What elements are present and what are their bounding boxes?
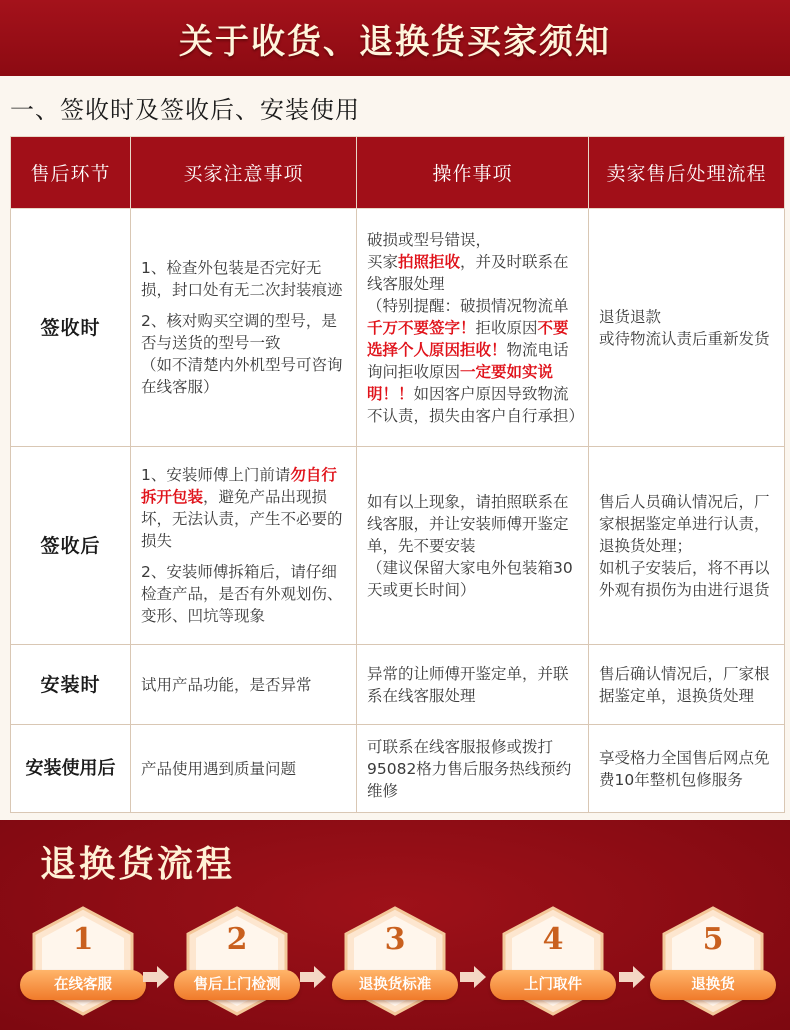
- op-text: （建议保留大家电外包装箱30天或更长时间）: [367, 558, 573, 599]
- header-seller-process: 卖家售后处理流程: [589, 137, 785, 209]
- table-header-row: [11, 137, 785, 209]
- return-flow-section: [0, 820, 790, 1030]
- header-operations: 操作事项: [357, 137, 589, 209]
- stage-cell: 安装时: [11, 645, 131, 725]
- op-text: 买家: [367, 252, 399, 271]
- step-number: 3: [384, 922, 406, 957]
- stage-cell: 签收时: [11, 209, 131, 447]
- operations-cell: [357, 447, 589, 645]
- arrow-right-icon: [143, 966, 169, 988]
- note-item: 2、安装师傅拆箱后，请仔细检查产品，是否有外观划伤、变形、凹坑等现象: [141, 563, 343, 625]
- op-text: 如因客户原因导致物流不认责，损失由客户自行承担）: [367, 384, 585, 425]
- step-number: 4: [542, 922, 564, 957]
- header-stage: 售后环节: [11, 137, 131, 209]
- table-row: [11, 725, 785, 813]
- op-text: 物流电话询问拒收原因: [367, 340, 569, 381]
- note-item: [141, 464, 346, 552]
- step-label: 售后上门检测: [174, 970, 300, 1000]
- op-highlight: 千万不要签字！: [367, 318, 476, 337]
- arrow-right-icon: [619, 966, 645, 988]
- notice-card: [0, 76, 790, 820]
- op-text: 如有以上现象，请拍照联系在线客服，并让安装师傅开鉴定单，先不要安装: [367, 492, 569, 555]
- op-highlight: 不要选择个人原因拒收！: [367, 318, 569, 359]
- table-row: [11, 645, 785, 725]
- seller-process-cell: [589, 447, 785, 645]
- arrow-right-icon: [300, 966, 326, 988]
- buyer-notes-cell: 产品使用遇到质量问题: [131, 725, 357, 813]
- stage-cell: 签收后: [11, 447, 131, 645]
- buyer-notes-cell: 试用产品功能，是否异常: [131, 645, 357, 725]
- step-number: 2: [226, 922, 248, 957]
- table-row: [11, 209, 785, 447]
- note-item: 1、检查外包装是否完好无损，封口处有无二次封装痕迹: [141, 259, 343, 299]
- stage-cell: 安装使用后: [11, 725, 131, 813]
- flow-step-4: [500, 906, 606, 1016]
- note-highlight: 勿自行拆开包装: [141, 466, 337, 506]
- buyer-notes-cell: [131, 447, 357, 645]
- flow-step-5: [660, 906, 766, 1016]
- seller-text: 售后人员确认情况后，厂家根据鉴定单进行认责，退换货处理；: [599, 492, 770, 555]
- after-sales-table: [10, 136, 785, 813]
- step-label: 上门取件: [490, 970, 616, 1000]
- op-text: 破损或型号错误，: [367, 230, 492, 249]
- note-item: 2、核对购买空调的型号，是否与送货的型号一致: [141, 312, 337, 352]
- step-number: 1: [72, 922, 94, 957]
- op-text: （特别提醒：破损情况物流单: [367, 296, 569, 315]
- step-label: 退换货: [650, 970, 776, 1000]
- step-label: 在线客服: [20, 970, 146, 1000]
- seller-text: 如机子安装后，将不再以外观有损伤为由进行退货: [599, 558, 770, 599]
- seller-process-cell: 享受格力全国售后网点免费10年整机包修服务: [589, 725, 785, 813]
- seller-process-cell: 售后确认情况后，厂家根据鉴定单，退换货处理: [589, 645, 785, 725]
- banner-title: 关于收货、退换货买家须知: [179, 21, 611, 62]
- op-text: 拒收原因: [475, 318, 538, 337]
- note-item: （如不清楚内外机型号可咨询在线客服）: [141, 356, 343, 396]
- top-banner: [0, 0, 790, 76]
- note-text: 1、安装师傅上门前请: [141, 466, 291, 484]
- operations-cell: 可联系在线客服报修或拨打95082格力售后服务热线预约维修: [357, 725, 589, 813]
- op-text: ，并及时联系在线客服处理: [367, 252, 569, 293]
- note-text: ，避免产品出现损坏，无法认责，产生不必要的损失: [141, 488, 343, 550]
- section-heading: 一、签收时及签收后、安装使用: [10, 96, 360, 124]
- arrow-right-icon: [460, 966, 486, 988]
- flow-title: 退换货流程: [40, 844, 236, 885]
- op-highlight: 一定要如实说明！！: [367, 362, 554, 403]
- flow-step-2: [184, 906, 290, 1016]
- step-number: 5: [702, 922, 724, 957]
- step-label: 退换货标准: [332, 970, 458, 1000]
- header-buyer-notes: 买家注意事项: [131, 137, 357, 209]
- table-row: [11, 447, 785, 645]
- operations-cell: 异常的让师傅开鉴定单，并联系在线客服处理: [357, 645, 589, 725]
- flow-step-1: [30, 906, 136, 1016]
- operations-cell: [357, 209, 589, 447]
- op-highlight: 拍照拒收: [398, 252, 461, 271]
- seller-process-cell: 退货退款 或待物流认责后重新发货: [589, 209, 785, 447]
- buyer-notes-cell: [131, 209, 357, 447]
- flow-step-3: [342, 906, 448, 1016]
